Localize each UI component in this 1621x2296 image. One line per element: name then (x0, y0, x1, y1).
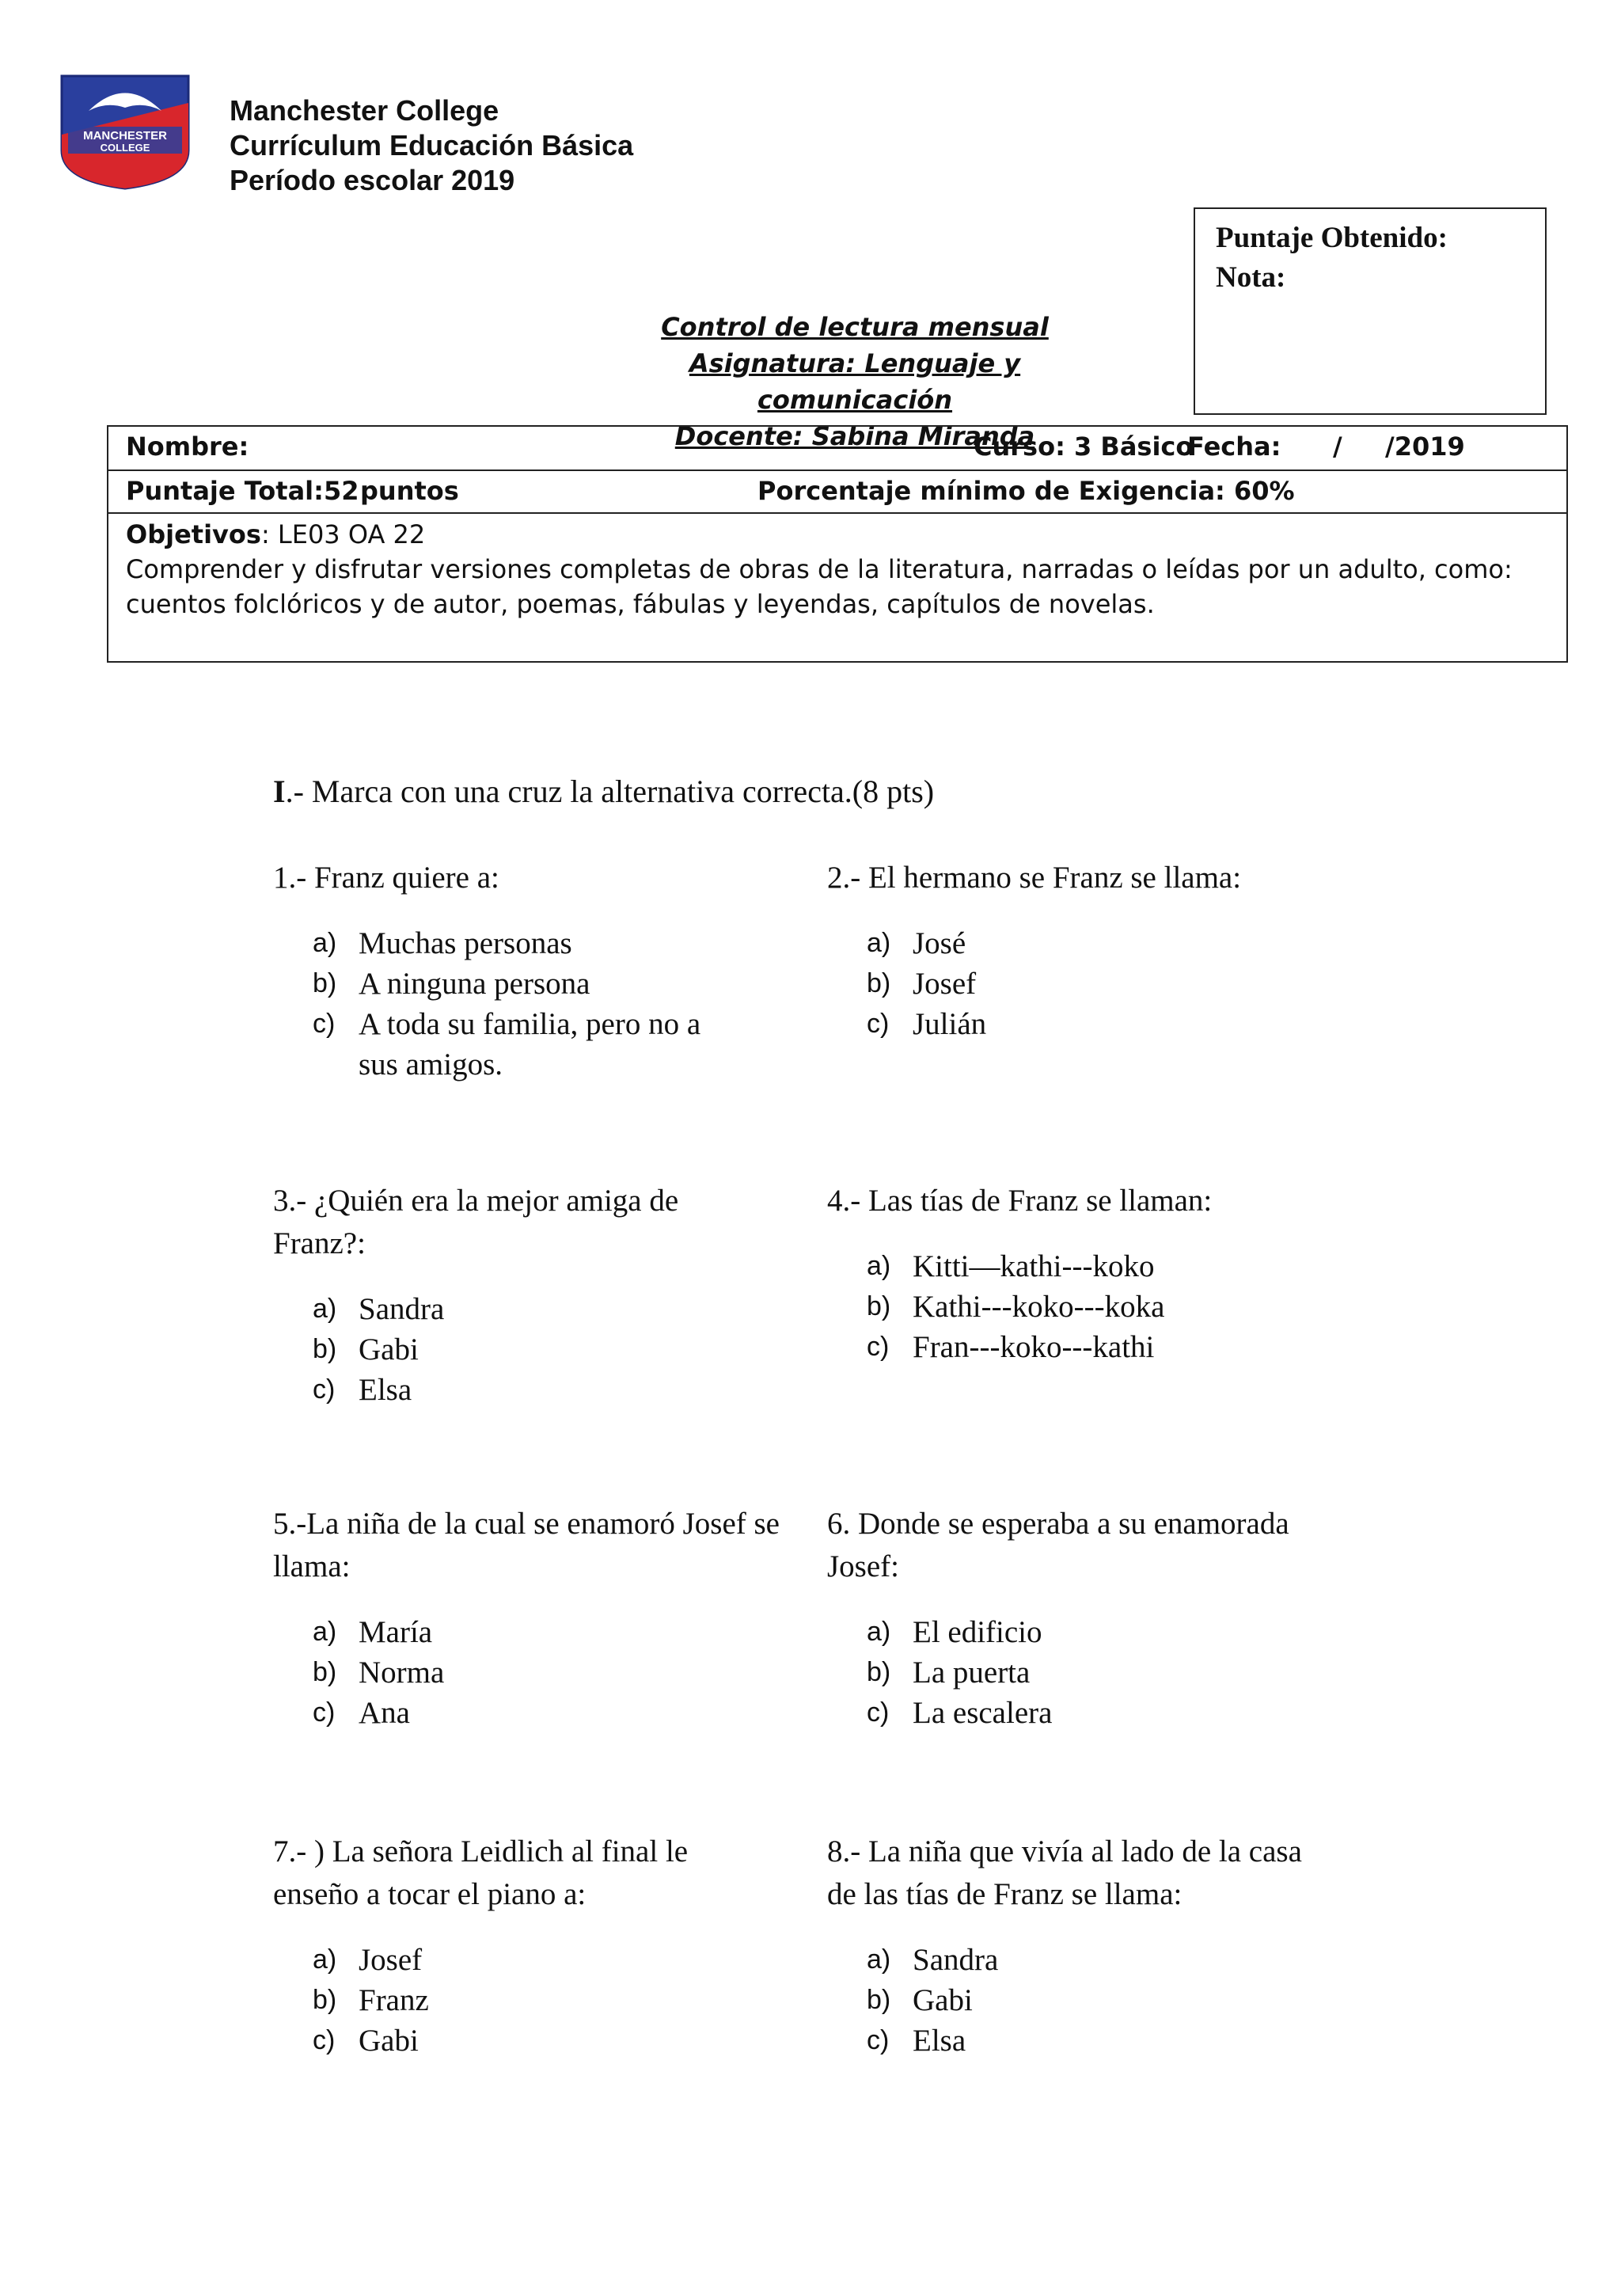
option-letter: c) (313, 2025, 336, 2055)
question-3 (273, 1180, 700, 1410)
option-letter: b) (867, 968, 891, 998)
option-text: Kathi---koko---koka (913, 1290, 1165, 1324)
option-text: Julián (913, 1007, 987, 1041)
section-heading (273, 773, 934, 810)
option-c[interactable] (313, 1693, 780, 1733)
option-letter: c) (867, 1697, 890, 1728)
option-text: Fran---koko---kathi (913, 1330, 1155, 1364)
option-text: Gabi (359, 1332, 419, 1367)
option-text: María (359, 1615, 433, 1649)
option-b[interactable] (313, 1652, 780, 1693)
subject-title: Asignatura: Lenguaje y comunicación (689, 348, 1021, 415)
option-a[interactable] (313, 1940, 764, 1980)
option-b[interactable] (867, 1287, 1334, 1327)
minimum-percentage-label: Porcentaje mínimo de Exigencia: 60% (757, 476, 1295, 506)
option-text: Franz (359, 1983, 429, 2017)
option-letter: c) (867, 2025, 890, 2055)
question-text: 4.- Las tías de Franz se llaman: (827, 1184, 1213, 1218)
objectives-text: Comprender y disfrutar versiones completas de obras de la literatura, narradas o leídas por un adulto, como: cuentos folclóricos y de autor, poemas, fábulas y leyendas, capítulos de novelas. (126, 554, 1513, 619)
option-text: Elsa (913, 2024, 966, 2058)
option-text: El edificio (913, 1615, 1042, 1649)
option-letter: c) (313, 1009, 336, 1039)
option-letter: a) (313, 1294, 337, 1324)
curriculum-label: Currículum Educación Básica (230, 129, 634, 162)
option-text: José (913, 926, 966, 960)
question-text: 5.-La niña de la cual se enamoró Josef se llama: (273, 1507, 780, 1583)
svg-text:MANCHESTER: MANCHESTER (83, 129, 167, 143)
school-logo (57, 71, 193, 192)
question-text: 8.- La niña que vivía al lado de la casa de las tías de Franz se llama: (827, 1834, 1302, 1911)
question-4 (827, 1180, 1334, 1367)
school-crest-icon (57, 71, 193, 192)
info-row-score (108, 471, 1566, 514)
question-text: 1.- Franz quiere a: (273, 861, 499, 895)
option-a[interactable] (313, 923, 780, 964)
option-text: Sandra (913, 1943, 999, 1977)
option-b[interactable] (867, 1980, 1334, 2020)
option-text: La puerta (913, 1655, 1031, 1690)
option-c[interactable] (867, 1004, 1334, 1044)
option-text: La escalera (913, 1696, 1053, 1730)
total-score-unit: puntos (360, 476, 459, 506)
info-row-name (108, 427, 1566, 471)
option-a[interactable] (867, 1246, 1334, 1287)
option-letter: a) (313, 1617, 337, 1647)
option-a[interactable] (867, 1940, 1334, 1980)
document-title: Control de lectura mensual (661, 312, 1049, 342)
option-letter: c) (313, 1374, 336, 1405)
option-letter: b) (313, 1657, 337, 1687)
school-name: Manchester College (230, 94, 499, 127)
option-text: Elsa (359, 1373, 412, 1407)
option-c[interactable] (867, 1693, 1302, 1733)
option-c[interactable] (313, 1004, 740, 1085)
options-list (313, 1940, 764, 2061)
option-text: Muchas personas (359, 926, 572, 960)
question-8 (827, 1830, 1334, 2061)
option-a[interactable] (867, 1612, 1302, 1652)
svg-text:COLLEGE: COLLEGE (100, 142, 150, 154)
option-c[interactable] (313, 1370, 700, 1410)
option-b[interactable] (867, 1652, 1302, 1693)
objectives-label: Objetivos (126, 519, 261, 549)
question-text: 6. Donde se esperaba a su enamorada Josef: (827, 1507, 1289, 1583)
student-info-table (107, 425, 1568, 663)
option-c[interactable] (867, 1327, 1334, 1367)
option-letter: b) (867, 1657, 891, 1687)
options-list (313, 923, 780, 1085)
option-c[interactable] (313, 2020, 764, 2061)
date-separator: / (1333, 431, 1342, 462)
options-list (867, 1940, 1334, 2061)
question-1 (273, 857, 780, 1085)
score-box (1194, 207, 1547, 415)
option-b[interactable] (313, 1980, 764, 2020)
grade-label: Nota: (1216, 261, 1286, 294)
section-number: I (273, 774, 286, 809)
teacher-title: Docente: Sabina Miranda (674, 421, 1035, 451)
options-list (867, 1246, 1334, 1367)
school-period: Período escolar 2019 (230, 164, 515, 196)
option-text: Gabi (913, 1983, 973, 2017)
question-6 (827, 1503, 1302, 1733)
option-text: Kitti—kathi---koko (913, 1249, 1155, 1283)
option-text: Sandra (359, 1292, 445, 1326)
option-letter: a) (867, 1251, 891, 1281)
option-letter: a) (867, 1617, 891, 1647)
option-text: Norma (359, 1655, 445, 1690)
option-letter: b) (867, 1985, 891, 2015)
options-list (867, 1612, 1302, 1733)
question-text: 3.- ¿Quién era la mejor amiga de Franz?: (273, 1184, 679, 1260)
date-label: Fecha: (1187, 431, 1281, 462)
option-c[interactable] (867, 2020, 1334, 2061)
options-list (867, 923, 1334, 1044)
option-text: A toda su familia, pero no a sus amigos. (359, 1007, 701, 1081)
question-2 (827, 857, 1334, 1044)
option-letter: a) (867, 928, 891, 958)
option-letter: c) (867, 1009, 890, 1039)
option-b[interactable] (867, 964, 1334, 1004)
option-a[interactable] (313, 1289, 700, 1329)
question-5 (273, 1503, 780, 1733)
name-label: Nombre: (126, 431, 249, 462)
option-letter: b) (867, 1291, 891, 1321)
option-letter: b) (313, 968, 337, 998)
option-letter: a) (313, 928, 337, 958)
option-letter: a) (867, 1944, 891, 1975)
options-list (313, 1612, 780, 1733)
objectives-code: : LE03 OA 22 (260, 519, 426, 549)
question-7 (273, 1830, 764, 2061)
option-a[interactable] (313, 1612, 780, 1652)
school-header (230, 93, 633, 198)
course-label: Curso: 3 Básico (974, 431, 1194, 462)
option-text: Josef (359, 1943, 423, 1977)
option-text: Gabi (359, 2024, 419, 2058)
option-b[interactable] (313, 964, 780, 1004)
option-b[interactable] (313, 1329, 700, 1370)
option-text: Ana (359, 1696, 410, 1730)
option-letter: a) (313, 1944, 337, 1975)
score-obtained-label: Puntaje Obtenido: (1216, 222, 1448, 254)
date-year: /2019 (1385, 431, 1465, 462)
question-text: 2.- El hermano se Franz se llama: (827, 861, 1242, 895)
option-letter: b) (313, 1985, 337, 2015)
option-text: Josef (913, 967, 977, 1001)
option-a[interactable] (867, 923, 1334, 964)
info-row-objectives (108, 514, 1566, 661)
option-letter: b) (313, 1334, 337, 1364)
option-letter: c) (313, 1697, 336, 1728)
option-letter: c) (867, 1332, 890, 1362)
section-instruction: .- Marca con una cruz la alternativa correcta.(8 pts) (285, 774, 935, 809)
option-text: A ninguna persona (359, 967, 590, 1001)
question-text: 7.- ) La señora Leidlich al final le enseño a tocar el piano a: (273, 1834, 689, 1911)
total-score-label: Puntaje Total:52 (126, 476, 359, 506)
options-list (313, 1289, 700, 1410)
